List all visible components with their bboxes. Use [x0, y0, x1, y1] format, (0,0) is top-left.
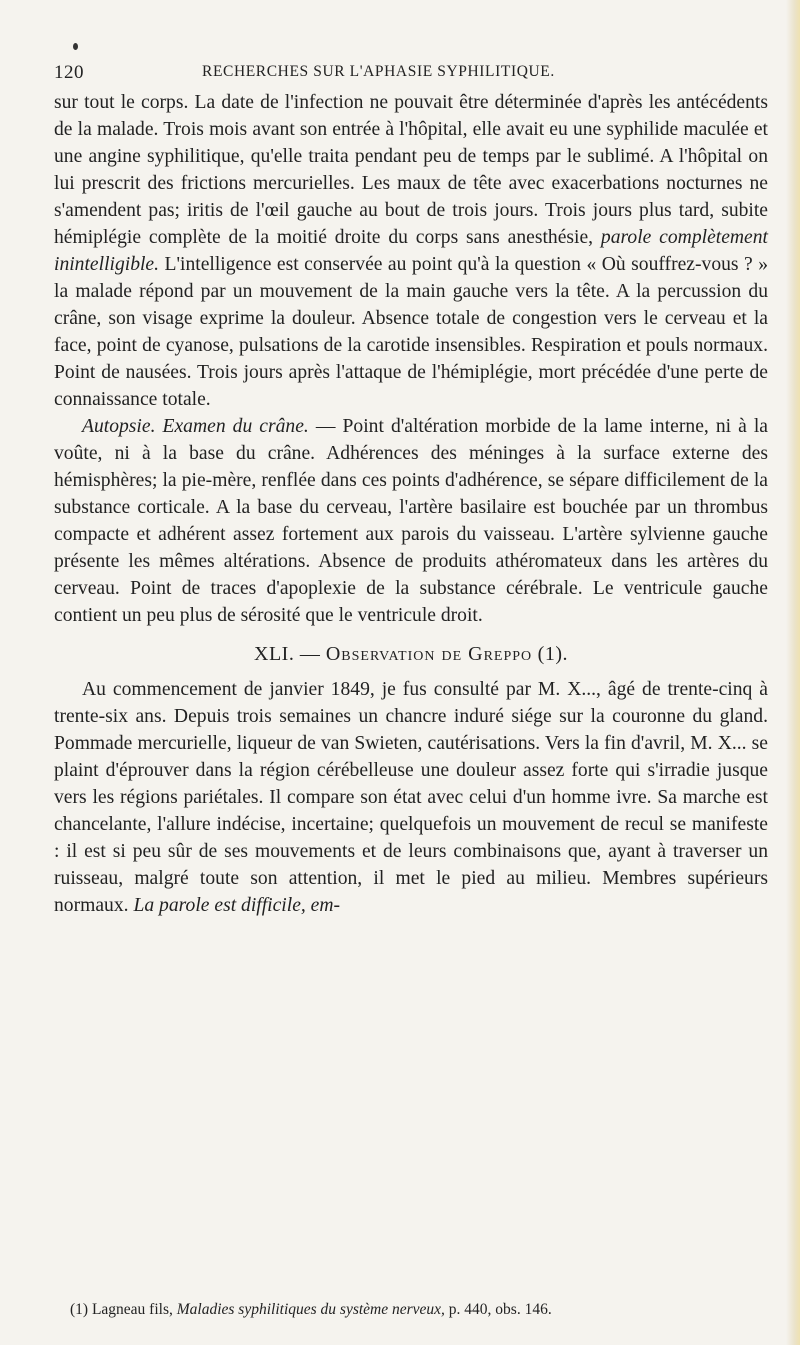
italic-run: La parole est difficile, em- [133, 895, 341, 916]
paragraph-observation [54, 676, 768, 919]
footnote-marker: (1) [70, 1301, 89, 1318]
running-head [54, 62, 744, 86]
footnote-title: Maladies syphilitiques du système nerveux, [176, 1301, 445, 1318]
page-number: 120 [54, 62, 84, 83]
observation-heading [54, 641, 768, 668]
footnote [70, 1301, 770, 1319]
ink-speck [73, 43, 78, 50]
observation-number: XLI. [254, 643, 295, 665]
text-run: Au commencement de janvier 1849, je fus consulté par M. X..., âgé de trente-cinq à trente-six ans. Depuis trois semaines un chancre induré siége sur la couronne du gland. Pommade mercurielle, liqueur de van Swieten, cautérisations. Vers la fin d'avril, M. X... se plaint d'éprouver dans la région cérébelleuse une douleur assez forte qui s'irradie jusque vers les régions pariétales. Il compare son état avec celui d'un homme ivre. Sa marche est chancelante, l'allure indécise, incertaine; quelquefois un mouvement de recul se manifeste : il est si peu sûr de ses mouvements et de leurs combinaisons que, ayant à traverser un ruisseau, malgré toute son attention, il met le pied au milieu. Membres supérieurs normaux. [54, 679, 768, 916]
footnote-reference-text: p. 440, obs. 146. [448, 1301, 552, 1318]
footnote-author: Lagneau fils, [91, 1301, 173, 1318]
heading-dash: — [299, 643, 321, 665]
paragraph-continuation [54, 89, 768, 413]
observation-title: Observation de Greppo [325, 643, 533, 665]
text-run: L'intelligence est conservée au point qu'à la question « Où souffrez-vous ? » la malade répond par un mouvement de la main gauche vers la tête. A la percussion du crâne, son visage exprime la douleur. Absence totale de congestion vers le cerveau et la face, point de cyanose, pulsations de la carotide insensibles. Respiration et pouls normaux. Point de nausées. Trois jours après l'attaque de l'hémiplégie, mort précédée d'une perte de connaissance totale. [54, 254, 768, 410]
italic-run: Autopsie. Examen du crâne. [82, 416, 309, 437]
body-text [54, 89, 768, 919]
page-edge [786, 0, 800, 1345]
paragraph-autopsy [54, 413, 768, 629]
italic-run: parole complètement inintelligible. [54, 227, 768, 275]
footnote-reference: (1). [537, 643, 568, 665]
text-run: — Point d'altération morbide de la lame interne, ni à la voûte, ni à la base du crâne. Adhérences des méninges à la surface externe des hémisphères; la pie-mère, renflée dans ces points d'adhérence, se sépare difficilement de la substance corticale. A la base du cerveau, l'artère basilaire est bouchée par un thrombus compacte et adhérent assez fortement aux parois du vaisseau. L'artère sylvienne gauche présente les mêmes altérations. Absence de produits athéromateux dans les artères du cerveau. Point de traces d'apoplexie de la substance cérébrale. Le ventricule gauche contient un peu plus de sérosité que le ventricule droit. [54, 416, 768, 626]
running-title: RECHERCHES SUR L'APHASIE SYPHILITIQUE. [202, 63, 555, 80]
text-run: sur tout le corps. La date de l'infection ne pouvait être déterminée d'après les antécédents de la malade. Trois mois avant son entrée à l'hôpital, elle avait eu une syphilide maculée et une angine syphilitique, qu'elle traita pendant peu de temps par le sublimé. A l'hôpital on lui prescrit des frictions mercurielles. Les maux de tête avec exacerbations nocturnes ne s'amendent pas; iritis de l'œil gauche au bout de trois jours. Trois jours plus tard, subite hémiplégie complète de la moitié droite du corps sans anesthésie, [54, 92, 768, 248]
